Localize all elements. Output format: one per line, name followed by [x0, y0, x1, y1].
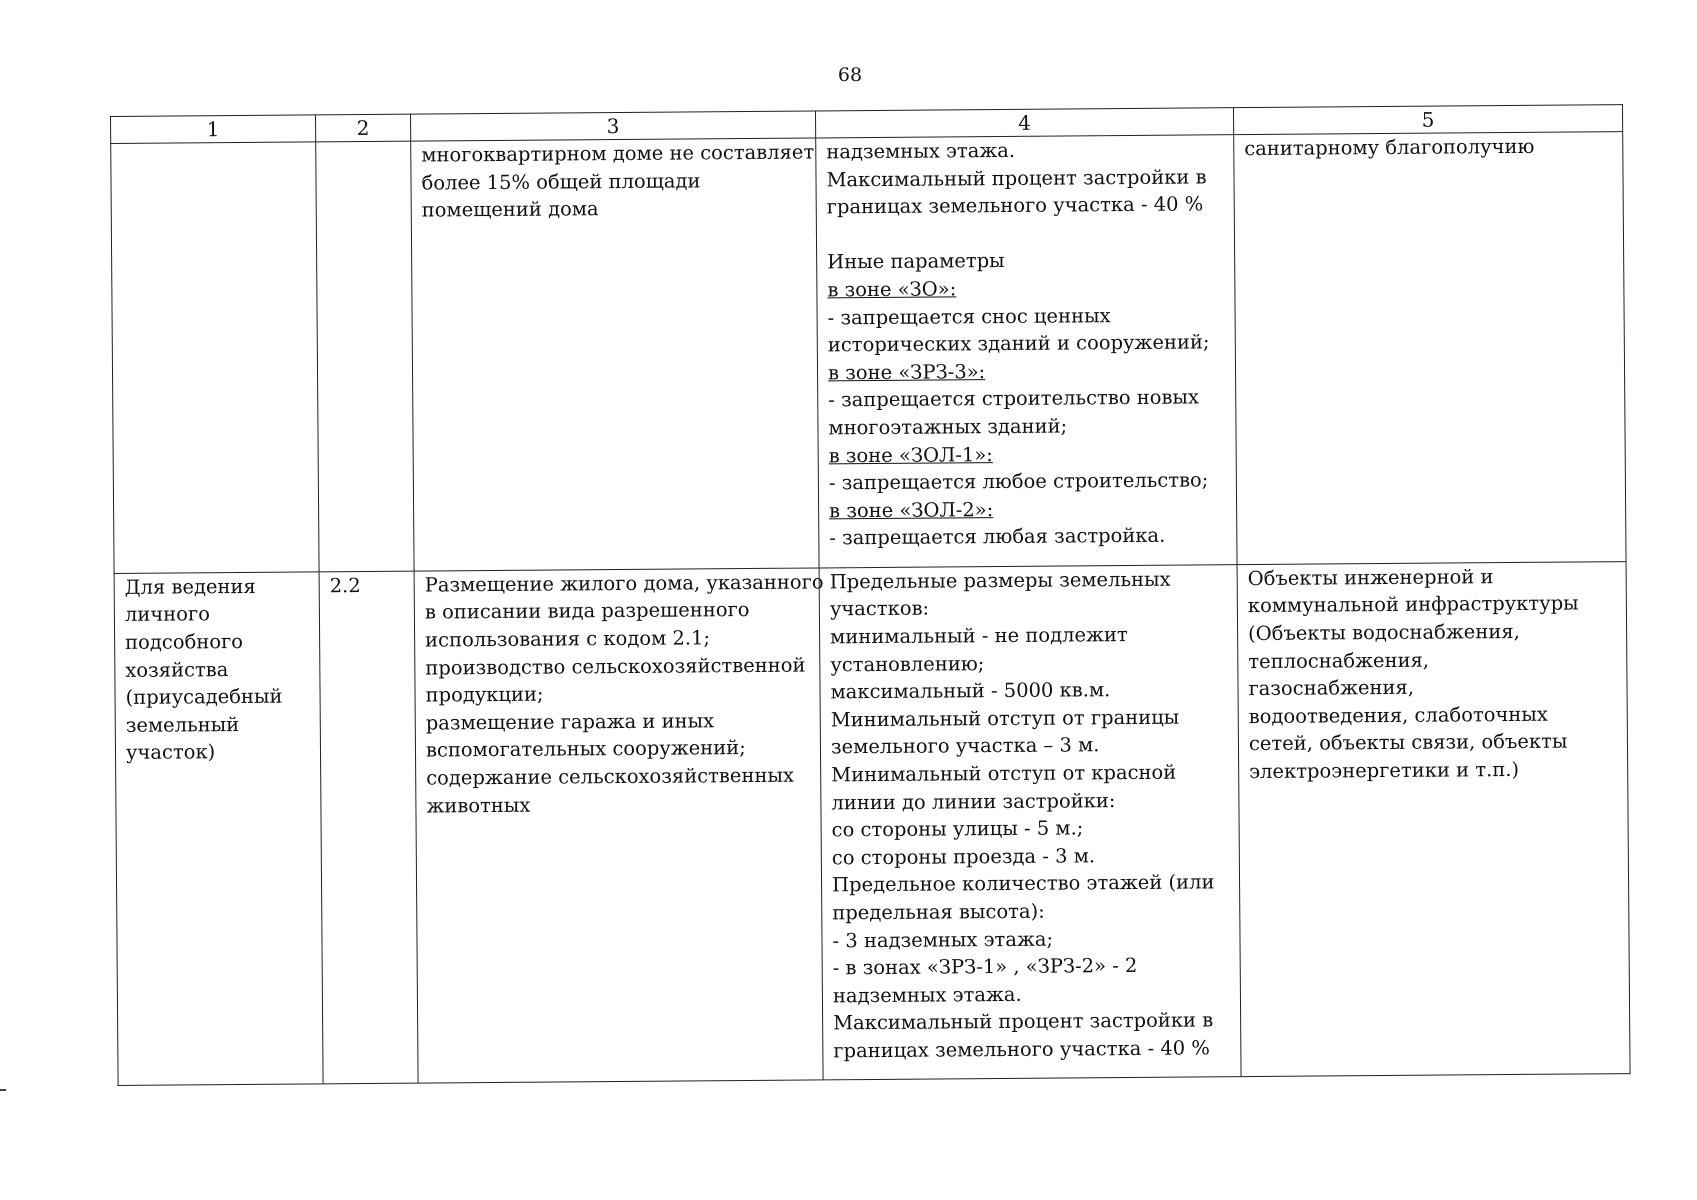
use-name-line: личного [124, 602, 210, 627]
zone-label-zol-2: в зоне «ЗОЛ-2»: [829, 497, 994, 523]
blank-line [827, 218, 1224, 249]
row2-parameters-line: Максимальный процент застройки в [833, 1008, 1214, 1035]
header-col-1: 1 [111, 115, 316, 144]
zone-rule-line: - запрещается любое строительство; [828, 468, 1209, 495]
row2-infrastructure-line: коммунальной инфраструктуры [1247, 591, 1579, 618]
scan-edge-mark [0, 1089, 6, 1091]
row1-parameters-line: надземных этажа. [826, 138, 1016, 164]
zone-label-zol-1: в зоне «ЗОЛ-1»: [828, 442, 993, 467]
other-params-title: Иные параметры [827, 249, 1005, 274]
row2-parameters-line: надземных этажа. [832, 982, 1022, 1008]
row2-parameters-line: Предельные размеры земельных [829, 567, 1171, 594]
header-col-5: 5 [1233, 105, 1622, 135]
row2-description-line: Размещение жилого дома, указанного [424, 570, 824, 597]
zoning-table [110, 104, 1631, 1086]
row2-parameters-line: - в зонах «ЗРЗ-1» , «ЗРЗ-2» - 2 [832, 954, 1138, 980]
row1-code-cell [316, 141, 414, 572]
row2-parameters-line: границах земельного участка - 40 % [833, 1036, 1210, 1063]
header-col-4: 4 [815, 108, 1233, 138]
header-col-3: 3 [410, 111, 815, 141]
row2-infrastructure-line: (Объекты водоснабжения, [1248, 619, 1520, 646]
row2-parameters-line: Минимальный отступ от красной [831, 760, 1177, 787]
row2-infrastructure-line: водоотведения, слаботочных [1248, 702, 1548, 728]
use-name-line: (приусадебный [125, 684, 283, 710]
row1-description-line: более 15% общей площади [421, 168, 701, 195]
row2-parameters-line: - 3 надземных этажа; [832, 927, 1054, 952]
zone-rule-line: многоэтажных зданий; [828, 414, 1068, 440]
use-name-line: хозяйства [125, 657, 229, 682]
row2-use-name-cell [114, 572, 323, 1086]
row2-description-line: продукции; [425, 682, 544, 707]
row2-parameters-line: Предельное количество этажей (или [831, 870, 1215, 897]
row2-description-line: использования с кодом 2.1; [425, 626, 711, 652]
zone-rule-line: - запрещается любая застройка. [829, 524, 1166, 550]
row1-description-line: помещений дома [421, 197, 599, 222]
row2-parameters-cell [819, 565, 1241, 1080]
row1-parameters-cell [816, 135, 1237, 568]
row1-parameters-line: границах земельного участка - 40 % [826, 192, 1204, 219]
header-col-2: 2 [315, 114, 410, 142]
row1-parameters-line: Максимальный процент застройки в [826, 164, 1207, 191]
row2-code-cell: 2.2 [319, 571, 418, 1084]
row1-use-name-cell [111, 142, 319, 573]
row2-infrastructure-line: электроэнергетики и т.п.) [1249, 757, 1520, 784]
use-name-line: подсобного [125, 630, 244, 654]
row2-parameters-line: Минимальный отступ от границы [830, 705, 1180, 732]
row2-infrastructure-line: газоснабжения, [1248, 676, 1415, 701]
row2-description-line: производство сельскохозяйственной [425, 653, 806, 680]
row1-infrastructure-line: санитарному благополучию [1244, 134, 1535, 161]
row2-parameters-line: предельная высота): [832, 899, 1045, 925]
row2-parameters-line: минимальный - не подлежит [830, 623, 1128, 649]
row2-description-line: содержание сельскохозяйственных [426, 763, 795, 790]
use-name-line: участок) [125, 740, 216, 765]
zone-label-zo: в зоне «ЗО»: [827, 277, 957, 302]
row2-description-line: размещение гаража и иных [425, 709, 715, 735]
row2-parameters-line: со стороны улицы - 5 м.; [831, 816, 1084, 842]
row2-infrastructure-line: сетей, объекты связи, объекты [1248, 729, 1568, 756]
row1-description-cell [411, 138, 819, 571]
row2-infrastructure-line: теплоснабжения, [1248, 648, 1430, 673]
use-name-line: земельный [125, 712, 240, 737]
row2-description-line: животных [426, 793, 531, 818]
zone-label-zrz-3: в зоне «ЗРЗ-3»: [827, 359, 986, 385]
row2-parameters-line: максимальный - 5000 кв.м. [830, 678, 1111, 704]
row2-parameters-line: со стороны проезда - 3 м. [831, 844, 1096, 870]
table-row [111, 132, 1626, 574]
row2-description-line: в описании вида разрешенного [424, 598, 750, 624]
row2-parameters-line: линии до линии застройки: [831, 788, 1116, 814]
row2-description-line: вспомогательных сооружений; [425, 736, 746, 762]
zone-rule-line: - запрещается снос ценных [827, 303, 1111, 329]
use-name-line: Для ведения [124, 574, 256, 599]
row2-parameters-line: участков: [829, 597, 930, 621]
zone-rule-line: - запрещается строительство новых [828, 385, 1200, 412]
page-number: 68 [837, 64, 863, 86]
table-row [114, 561, 1630, 1085]
row2-parameters-line: установлению; [830, 651, 985, 676]
row1-infrastructure-cell [1234, 132, 1626, 565]
row2-description-cell [414, 568, 823, 1083]
row1-description-line: многоквартирном доме не составляет [421, 140, 815, 167]
row2-infrastructure-line: Объекты инженерной и [1247, 565, 1494, 590]
row2-parameters-line: земельного участка – 3 м. [830, 733, 1100, 759]
zone-rule-line: исторических зданий и сооружений; [827, 330, 1210, 357]
row2-infrastructure-cell [1237, 561, 1630, 1076]
